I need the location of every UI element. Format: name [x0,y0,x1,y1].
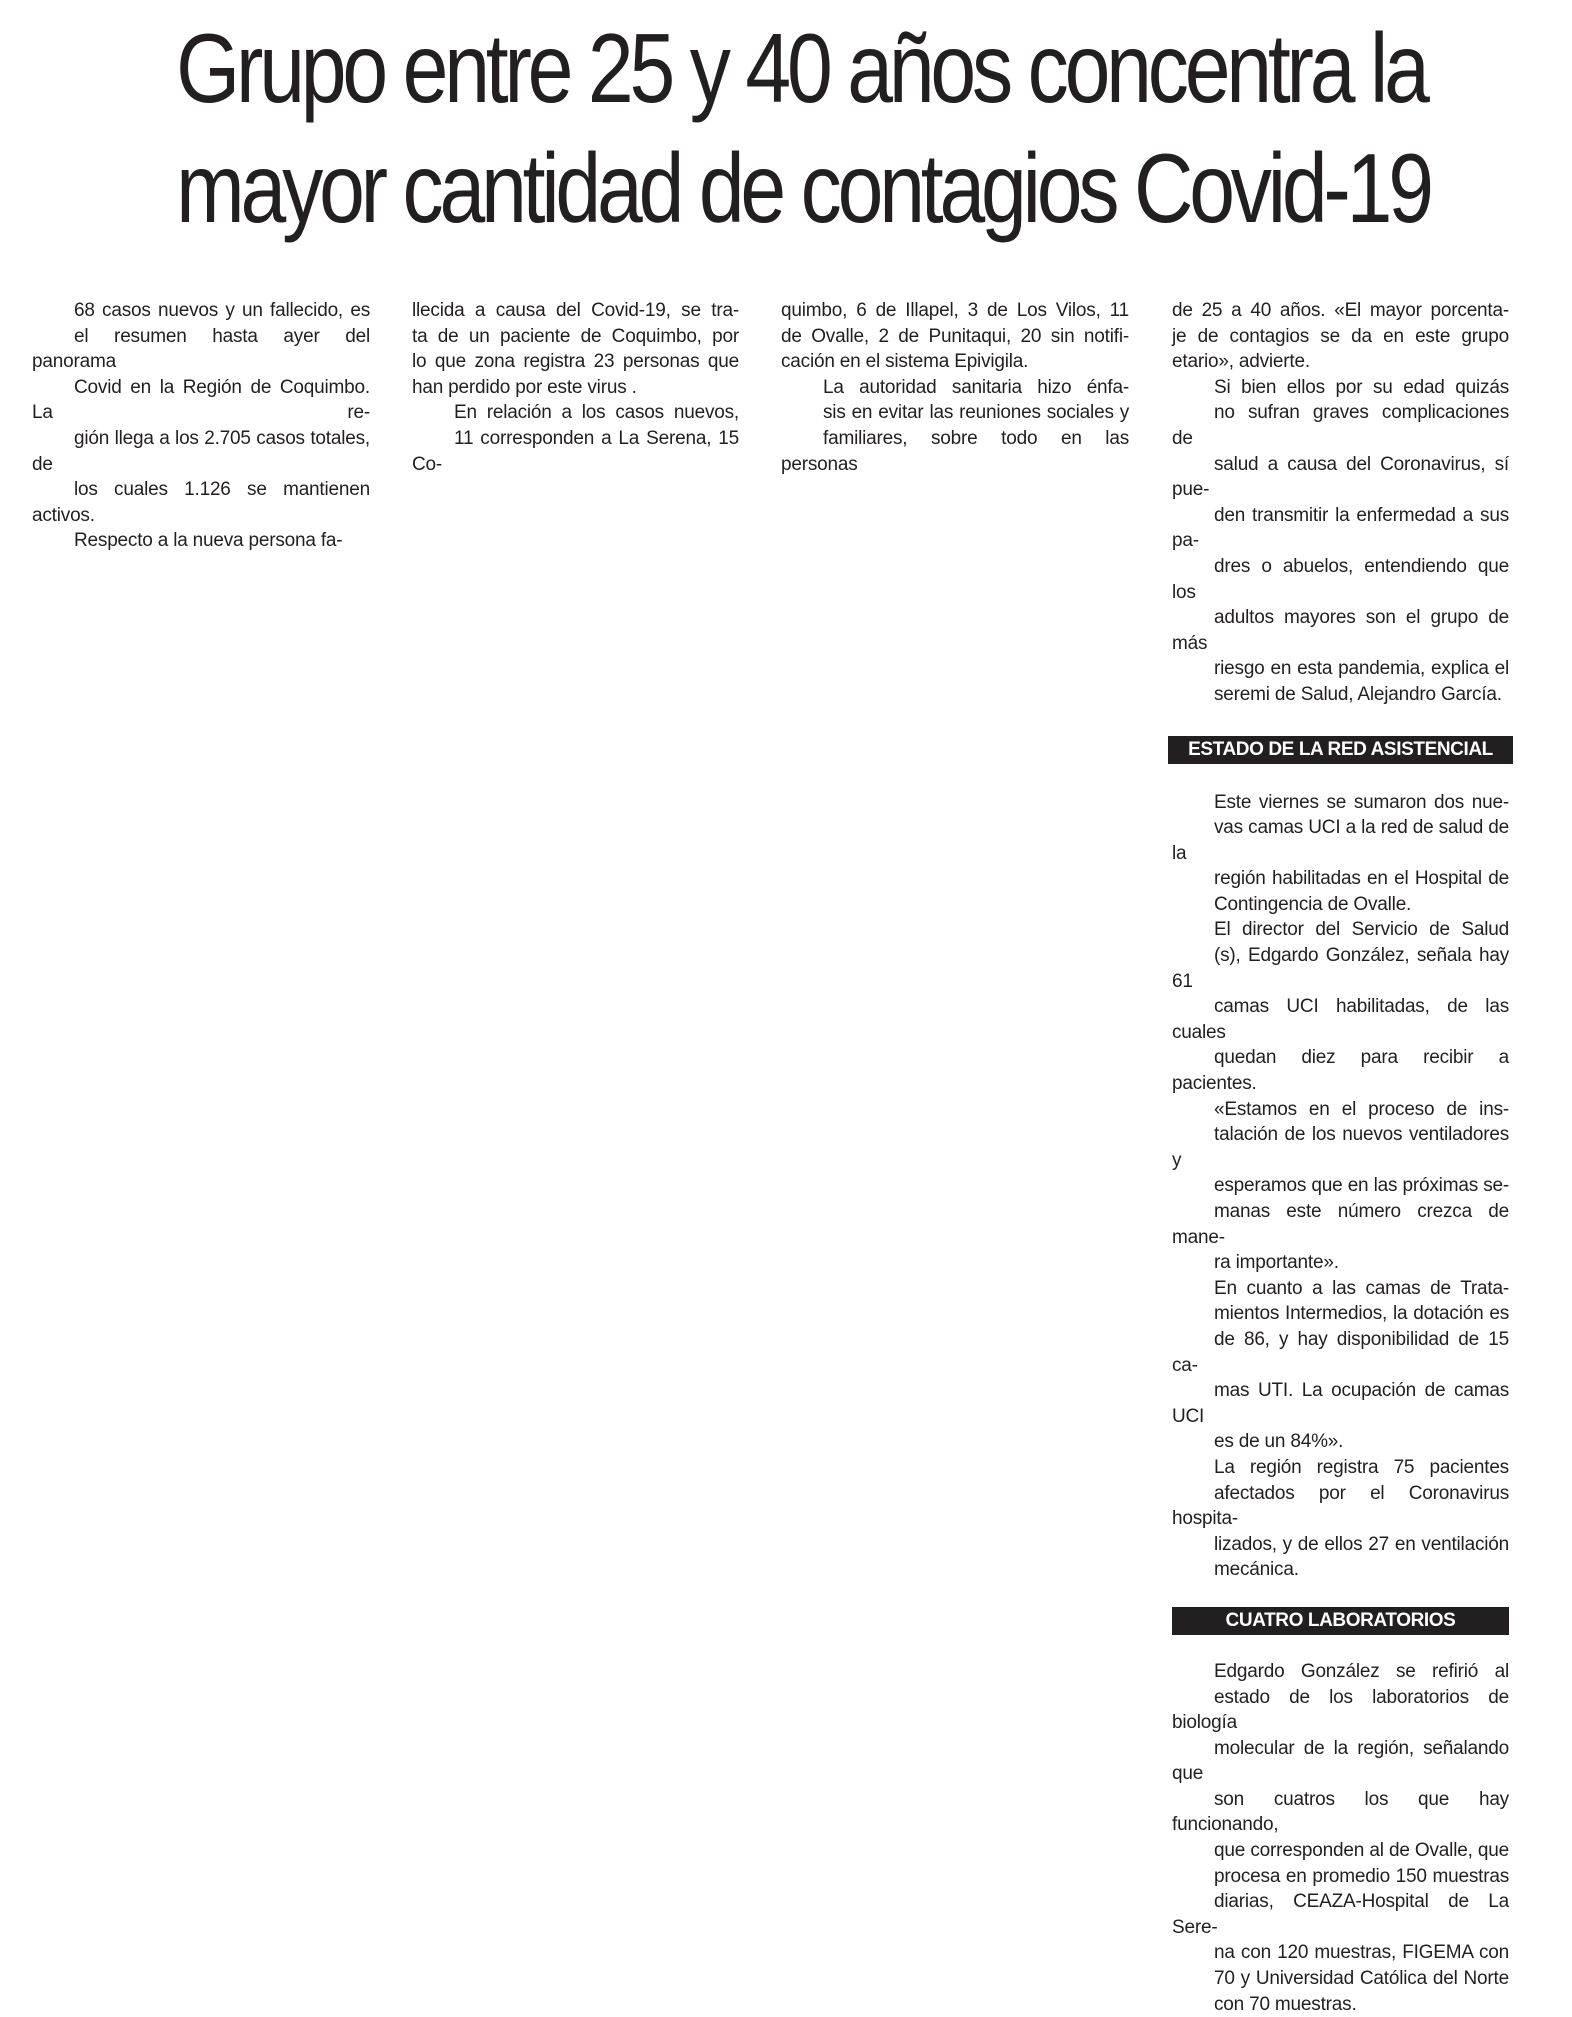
text-line: seremi de Salud, Alejandro García. [1214,683,1502,705]
text-line: ra importante». [1214,1252,1339,1274]
paragraph [1172,1097,1509,1276]
text-line: salud a causa del Coronavirus, sí pue- [1172,453,1509,501]
text-line: sis en evitar las reuniones sociales y [823,402,1129,424]
paragraph [1172,298,1509,375]
text-line: procesa en promedio 150 muestras [1214,1865,1509,1887]
text-line: den transmitir la enfermedad a sus pa- [1172,504,1509,552]
text-line: manas este número crezca de mane- [1172,1201,1509,1248]
section-heading-red-asistencial: ESTADO DE LA RED ASISTENCIAL [1168,736,1513,764]
text-line: de Ovalle, 2 de Punitaqui, 20 sin notifi- [781,325,1129,347]
paragraph [1172,917,1509,1096]
paragraph [781,375,1129,477]
text-line: Edgardo González se refirió al [1214,1660,1509,1682]
text-line: quedan diez para recibir a pacientes. [1172,1047,1509,1095]
text-line: Este viernes se sumaron dos nue- [1214,791,1509,813]
text-line: lo que zona registra 23 personas que [412,351,739,373]
text-line: dres o abuelos, entendiendo que los [1172,555,1509,603]
text-line: que corresponden al de Ovalle, que [1214,1840,1509,1862]
paragraph [1172,375,1509,708]
text-line: Contingencia de Ovalle. [1214,893,1412,915]
text-line: familiares, sobre todo en las personas [781,427,1129,475]
paragraph [32,528,370,554]
text-line: el resumen hasta ayer del panorama [32,325,370,373]
text-line: cación en el sistema Epivigila. [781,351,1029,373]
paragraph [412,400,739,477]
text-line: los cuales 1.126 se mantienen activos. [32,479,370,526]
paragraph [1172,1276,1509,1455]
text-line: La autoridad sanitaria hizo énfa- [823,376,1129,398]
text-line: talación de los nuevos ventiladores y [1172,1124,1509,1171]
text-line: La región registra 75 pacientes [1214,1456,1509,1478]
paragraph [1172,790,1509,918]
text-line: con 70 muestras. [1214,1993,1357,2015]
text-line: estado de los laboratorios de biología [1172,1686,1509,1734]
text-line: es de un 84%». [1214,1431,1344,1453]
text-line: Respecto a la nueva persona fa- [74,530,343,552]
text-line: vas camas UCI a la red de salud de la [1172,817,1509,864]
text-line: diarias, CEAZA-Hospital de La Sere- [1172,1891,1509,1938]
text-line: llecida a causa del Covid-19, se tra- [412,300,739,321]
text-line: adultos mayores son el grupo de más [1172,607,1509,654]
paragraph [1172,1659,1509,2017]
paragraph [32,298,370,528]
article-headline [176,8,1430,248]
paragraph [412,298,739,400]
text-line: molecular de la región, señalando que [1172,1737,1509,1785]
text-line: Covid en la Región de Coquimbo. La re- [32,376,370,424]
text-line: ta de un paciente de Coquimbo, por [412,325,739,347]
text-line: esperamos que en las próximas se- [1214,1175,1509,1197]
text-line: región habilitadas en el Hospital de [1214,868,1509,890]
text-line: Si bien ellos por su edad quizás [1214,376,1509,398]
text-line: mientos Intermedios, la dotación es [1214,1303,1509,1325]
text-line: je de contagios se da en este grupo [1172,325,1509,347]
text-line: En cuanto a las camas de Trata- [1214,1277,1509,1299]
text-line: de 25 a 40 años. «El mayor porcenta- [1172,300,1509,321]
text-line: 70 y Universidad Católica del Norte [1214,1968,1509,1990]
headline-line-2: mayor cantidad de contagios Covid-19 [176,133,1430,243]
text-line: lizados, y de ellos 27 en ventilación [1214,1533,1509,1555]
text-line: mecánica. [1214,1559,1299,1581]
text-line: son cuatros los que hay funcionando, [1172,1788,1509,1836]
section-heading-cuatro-laboratorios: CUATRO LABORATORIOS [1172,1607,1509,1635]
text-line: de 86, y hay disponibilidad de 15 ca- [1172,1328,1509,1376]
text-line: na con 120 muestras, FIGEMA con [1214,1942,1509,1964]
text-line: quimbo, 6 de Illapel, 3 de Los Vilos, 11 [781,300,1129,321]
article-column-2 [412,298,739,477]
text-line: mas UTI. La ocupación de camas UCI [1172,1380,1509,1427]
text-line: En relación a los casos nuevos, [454,402,739,424]
text-line: han perdido por este virus . [412,376,637,398]
article-column-4 [1172,298,1509,2017]
paragraph [1172,1455,1509,1583]
text-line: 11 corresponden a La Serena, 15 Co- [412,427,739,475]
paragraph [781,298,1129,375]
text-line: (s), Edgardo González, señala hay 61 [1172,945,1509,992]
text-line: gión llega a los 2.705 casos totales, de [32,427,370,475]
text-line: afectados por el Coronavirus hospita- [1172,1482,1509,1530]
text-line: no sufran graves complicaciones de [1172,402,1509,449]
text-line: etario», advierte. [1172,351,1310,373]
text-line: 68 casos nuevos y un fallecido, es [74,300,370,321]
text-line: camas UCI habilitadas, de las cuales [1172,996,1509,1043]
text-line: El director del Servicio de Salud [1214,919,1509,941]
headline-line-1: Grupo entre 25 y 40 años concentra la [176,13,1426,123]
article-column-3 [781,298,1129,477]
article-column-1 [32,298,370,554]
text-line: riesgo en esta pandemia, explica el [1214,658,1509,680]
text-line: «Estamos en el proceso de ins- [1214,1098,1509,1120]
